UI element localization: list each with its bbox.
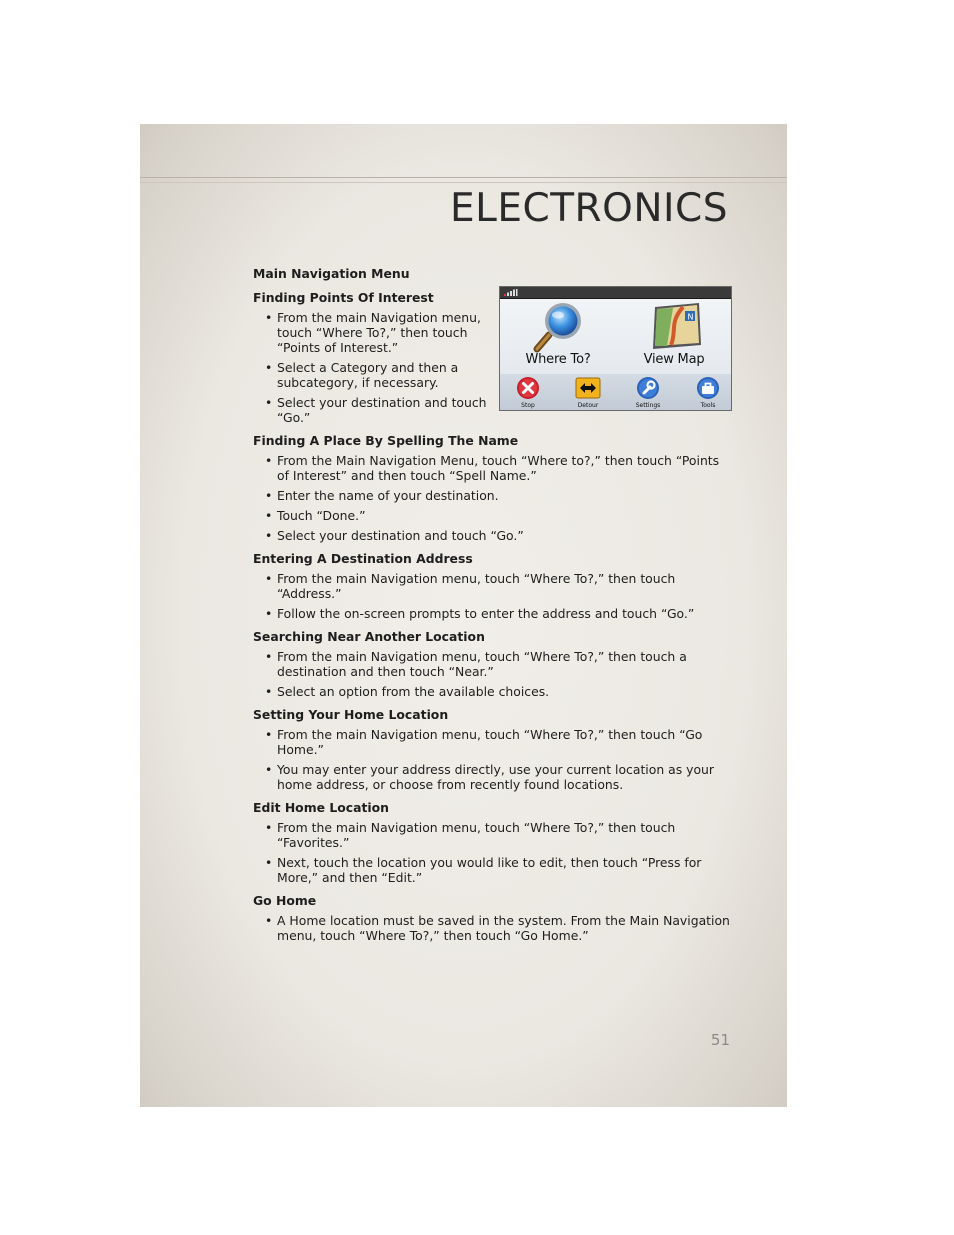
section-title: ELECTRONICS [449, 186, 728, 231]
detour-label: Detour [577, 402, 599, 409]
section-heading: Finding Points Of Interest [253, 290, 434, 305]
list-item: • From the main Navigation menu, touch “Where To?,” then touch “Favorites.” [253, 820, 733, 850]
list-item: • Select an option from the available choices. [253, 684, 733, 699]
page-number: 51 [710, 1031, 730, 1049]
view-map-label: View Map [643, 352, 705, 367]
list-item: • From the main Navigation menu, touch “Where To?,” then touch “Address.” [253, 571, 733, 601]
content-body [253, 266, 733, 951]
list-item: • Select your destination and touch “Go.” [253, 528, 733, 543]
section-heading: Setting Your Home Location [253, 707, 449, 722]
header-rule-bottom [140, 182, 787, 183]
list-item: • From the main Navigation menu, touch “Where To?,” then touch “Points of Interest.” [253, 310, 493, 355]
section-heading: Go Home [253, 893, 317, 908]
list-item: • You may enter your address directly, use your current location as your home address, or choose from recently found locations. [253, 762, 733, 792]
list-item: • Enter the name of your destination. [253, 488, 733, 503]
list-item: • From the Main Navigation Menu, touch “Where to?,” then touch “Points of Interest” and then touch “Spell Name.” [253, 453, 733, 483]
header-rule-top [140, 177, 787, 178]
section-heading: Finding A Place By Spelling The Name [253, 433, 519, 448]
bullet-list [253, 571, 733, 621]
list-item: • Follow the on-screen prompts to enter the address and touch “Go.” [253, 606, 733, 621]
main-heading: Main Navigation Menu [253, 266, 410, 281]
section-heading: Searching Near Another Location [253, 629, 485, 644]
settings-label: Settings [635, 402, 661, 409]
list-item: • Touch “Done.” [253, 508, 733, 523]
list-item: • Next, touch the location you would like to edit, then touch “Press for More,” and then “Edit.” [253, 855, 733, 885]
list-item: • From the main Navigation menu, touch “Where To?,” then touch a destination and then touch “Near.” [253, 649, 733, 679]
bullet-list [253, 453, 733, 543]
list-item: • A Home location must be saved in the system. From the Main Navigation menu, touch “Where To?,” then touch “Go Home.” [253, 913, 733, 943]
bullet-list [253, 820, 733, 885]
list-item: • From the main Navigation menu, touch “Where To?,” then touch “Go Home.” [253, 727, 733, 757]
bullet-list [253, 649, 733, 699]
manual-page [140, 124, 787, 1107]
where-to-label: Where To? [525, 352, 591, 367]
bullet-list [253, 310, 733, 425]
tools-label: Tools [700, 402, 716, 409]
section-heading: Entering A Destination Address [253, 551, 473, 566]
section-heading: Edit Home Location [253, 800, 389, 815]
stop-label: Stop [521, 402, 535, 409]
map-north-letter: N [687, 312, 694, 322]
list-item: • Select your destination and touch “Go.” [253, 395, 493, 425]
bullet-list [253, 913, 733, 943]
list-item: • Select a Category and then a subcategory, if necessary. [253, 360, 493, 390]
bullet-list [253, 727, 733, 792]
